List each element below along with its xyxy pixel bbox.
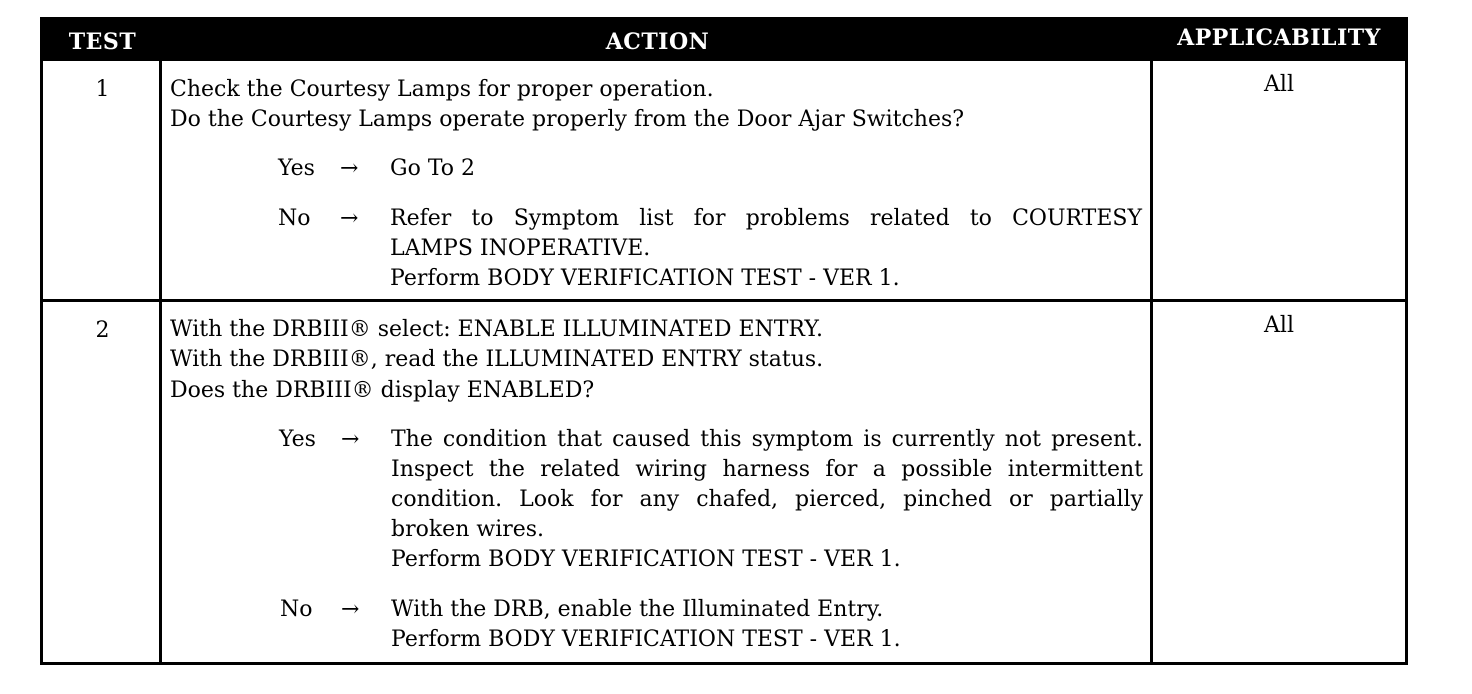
table-header-row xyxy=(43,20,1405,61)
column-divider-applicability xyxy=(1150,61,1153,665)
action-line: Do the Courtesy Lamps operate properly from the Door Ajar Switches? xyxy=(170,107,965,132)
header-test: TEST xyxy=(68,29,137,55)
test-number: 2 xyxy=(95,318,110,343)
applicability-value: All xyxy=(1264,72,1294,97)
no-outcome xyxy=(390,204,1142,294)
action-line: Does the DRBIII® display ENABLED? xyxy=(170,378,595,403)
header-applicability: APPLICABILITY xyxy=(1177,25,1381,51)
column-divider-test xyxy=(159,61,162,665)
outcome-line: Go To 2 xyxy=(390,156,476,181)
outcome-line: With the DRB, enable the Illuminated Entry. xyxy=(391,597,884,622)
yes-label: Yes xyxy=(278,156,315,181)
arrow-right-icon: → xyxy=(340,206,359,231)
outcome-line: Perform BODY VERIFICATION TEST - VER 1. xyxy=(390,266,900,291)
action-line: With the DRBIII®, read the ILLUMINATED ENTRY status. xyxy=(170,347,824,372)
no-outcome xyxy=(391,595,1143,655)
diagnostic-test-table xyxy=(40,17,1408,665)
arrow-right-icon: → xyxy=(341,597,360,622)
outcome-line: Inspect the related wiring harness for a possible intermittent xyxy=(391,457,1143,482)
outcome-line: LAMPS INOPERATIVE. xyxy=(390,236,651,261)
action-line: With the DRBIII® select: ENABLE ILLUMINATED ENTRY. xyxy=(170,317,823,342)
outcome-line: Perform BODY VERIFICATION TEST - VER 1. xyxy=(391,627,901,652)
row-divider xyxy=(43,299,1405,302)
yes-outcome xyxy=(390,154,1142,184)
yes-label: Yes xyxy=(279,427,316,452)
yes-outcome xyxy=(391,425,1143,575)
no-label: No xyxy=(280,597,313,622)
outcome-line: Refer to Symptom list for problems related to COURTESY xyxy=(390,206,1142,231)
outcome-line: The condition that caused this symptom is currently not present. xyxy=(391,427,1143,452)
outcome-line: broken wires. xyxy=(391,517,545,542)
action-line: Check the Courtesy Lamps for proper operation. xyxy=(170,77,714,102)
arrow-right-icon: → xyxy=(340,156,359,181)
test-number: 1 xyxy=(95,77,110,102)
arrow-right-icon: → xyxy=(341,427,360,452)
no-label: No xyxy=(278,206,311,231)
outcome-line: condition. Look for any chafed, pierced, pinched or partially xyxy=(391,487,1143,512)
applicability-value: All xyxy=(1264,313,1294,338)
header-action: ACTION xyxy=(605,29,710,55)
outcome-line: Perform BODY VERIFICATION TEST - VER 1. xyxy=(391,547,901,572)
